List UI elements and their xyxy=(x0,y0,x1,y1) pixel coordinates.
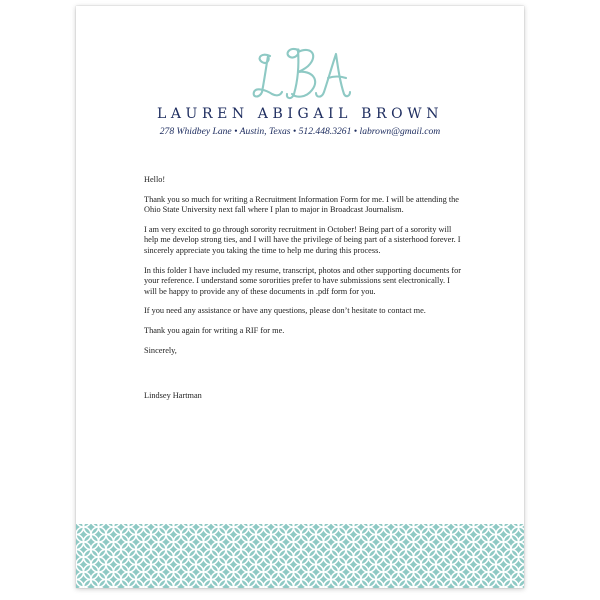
letter-paragraph: Thank you again for writing a RIF for me. xyxy=(144,325,285,335)
footer-pattern-band xyxy=(76,524,524,588)
signature-space xyxy=(144,365,464,391)
monogram-logo xyxy=(76,44,524,106)
letter-sheet xyxy=(76,6,524,588)
letter-paragraph: Thank you so much for writing a Recruitment Information Form for me. I will be attending the Ohio State University next fall where I plan to major in Broadcast Journalism. xyxy=(144,194,459,215)
letter-closing: Sincerely, xyxy=(144,345,177,355)
letter-paragraph: If you need any assistance or have any questions, please don’t hesitate to contact me. xyxy=(144,306,426,316)
letterhead-name: LAUREN ABIGAIL BROWN xyxy=(156,106,444,122)
letter-paragraph: In this folder I have included my resume, transcript, photos and other supporting documents for your reference. I understand some sororities prefer to have submissions sent electronically. I will be happy to provide any of these documents in .pdf form for you. xyxy=(144,265,462,296)
letter-paragraph: I am very excited to go through sorority recruitment in October! Being part of a sorority will help me develop strong ties, and I will have the privilege of being part of a sisterhood forever. I sincerely appreciate you taking the time to help me during this process. xyxy=(144,224,461,255)
interlocking-circles-pattern xyxy=(76,524,524,588)
monogram-graphic xyxy=(240,44,360,106)
letter-greeting: Hello! xyxy=(144,175,166,184)
letter-body xyxy=(144,175,464,411)
letter-signature: Lindsey Hartman xyxy=(144,391,202,401)
letterhead-contact: 278 Whidbey Lane • Austin, Texas • 512.448.3261 • labrown@gmail.com xyxy=(159,126,441,137)
